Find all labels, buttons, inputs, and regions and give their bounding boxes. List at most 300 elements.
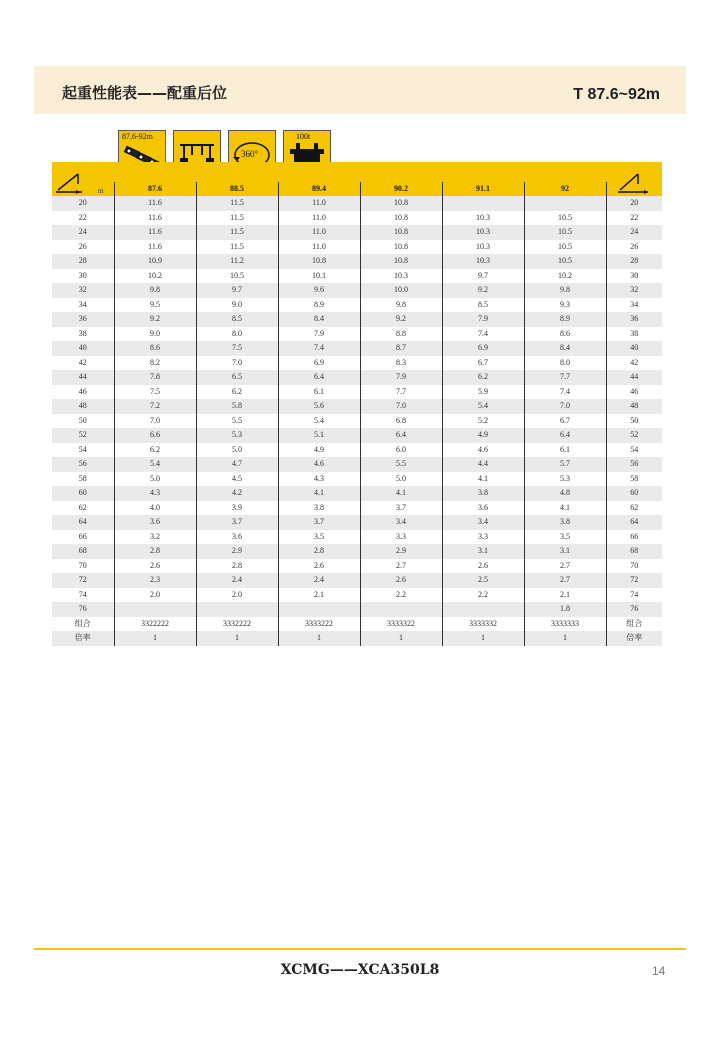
load-cell: 5.0 (196, 443, 278, 458)
load-cell: 3.8 (524, 515, 606, 530)
load-cell: 6.9 (278, 356, 360, 371)
table-row (52, 385, 662, 400)
radius-cell-left: 24 (52, 225, 114, 240)
table-row (52, 414, 662, 429)
load-cell: 9.0 (114, 327, 196, 342)
table-row (52, 515, 662, 530)
load-cell: 3.6 (442, 501, 524, 516)
load-cell (360, 602, 442, 617)
load-cell: 11.5 (196, 240, 278, 255)
header-band (34, 66, 686, 114)
load-cell: 5.5 (196, 414, 278, 429)
load-cell: 9.8 (524, 283, 606, 298)
load-cell: 7.4 (278, 341, 360, 356)
load-cell: 6.1 (278, 385, 360, 400)
load-cell: 7.4 (524, 385, 606, 400)
load-cell: 10.3 (360, 269, 442, 284)
table-row (52, 254, 662, 269)
load-cell: 9.2 (442, 283, 524, 298)
load-cell: 2.8 (196, 559, 278, 574)
radius-cell-left: 40 (52, 341, 114, 356)
radius-cell-right: 72 (606, 573, 662, 588)
load-cell: 11.2 (196, 254, 278, 269)
load-cell: 6.9 (442, 341, 524, 356)
load-cell: 6.5 (196, 370, 278, 385)
load-cell (114, 602, 196, 617)
load-cell: 2.8 (114, 544, 196, 559)
radius-cell-right: 70 (606, 559, 662, 574)
load-cell: 10.3 (442, 211, 524, 226)
load-cell: 8.3 (360, 356, 442, 371)
radius-cell-left: 74 (52, 588, 114, 603)
load-cell: 3.1 (442, 544, 524, 559)
load-cell: 8.6 (524, 327, 606, 342)
load-cell: 2.6 (278, 559, 360, 574)
load-cell: 11.0 (278, 196, 360, 211)
load-cell: 3.3 (360, 530, 442, 545)
load-cell: 4.1 (524, 501, 606, 516)
load-cell: 4.3 (278, 472, 360, 487)
load-cell: 5.6 (278, 399, 360, 414)
radius-cell-left: 36 (52, 312, 114, 327)
radius-cell-left: 58 (52, 472, 114, 487)
ratio-cell: 1 (278, 631, 360, 646)
load-cell: 9.7 (442, 269, 524, 284)
load-cell: 10.2 (114, 269, 196, 284)
load-cell: 5.3 (524, 472, 606, 487)
load-cell: 5.0 (114, 472, 196, 487)
load-cell: 4.5 (196, 472, 278, 487)
table-row (52, 356, 662, 371)
radius-cell-right: 20 (606, 196, 662, 211)
load-cell: 7.9 (360, 370, 442, 385)
load-cell: 4.9 (442, 428, 524, 443)
load-cell: 11.0 (278, 225, 360, 240)
load-cell: 2.2 (360, 588, 442, 603)
load-cell: 8.4 (278, 312, 360, 327)
combo-cell: 3333333 (524, 617, 606, 632)
combo-row (52, 617, 662, 632)
radius-unit: m (98, 187, 104, 195)
load-cell: 2.6 (360, 573, 442, 588)
radius-cell-right: 48 (606, 399, 662, 414)
load-cell: 2.0 (196, 588, 278, 603)
load-cell: 10.8 (360, 240, 442, 255)
radius-cell-left: 28 (52, 254, 114, 269)
load-cell: 3.7 (278, 515, 360, 530)
load-cell: 9.8 (360, 298, 442, 313)
load-cell: 5.9 (442, 385, 524, 400)
load-cell: 1.8 (524, 602, 606, 617)
load-cell: 3.7 (196, 515, 278, 530)
ratio-cell: 1 (114, 631, 196, 646)
load-cell (278, 602, 360, 617)
load-cell: 5.7 (524, 457, 606, 472)
table-row (52, 501, 662, 516)
radius-cell-right: 54 (606, 443, 662, 458)
load-cell: 2.0 (114, 588, 196, 603)
load-cell: 6.2 (114, 443, 196, 458)
table-row (52, 486, 662, 501)
radius-cell-left: 26 (52, 240, 114, 255)
radius-cell-right: 58 (606, 472, 662, 487)
load-cell: 3.8 (442, 486, 524, 501)
radius-cell-left: 20 (52, 196, 114, 211)
load-cell: 8.7 (360, 341, 442, 356)
radius-cell-right: 68 (606, 544, 662, 559)
load-cell: 7.9 (278, 327, 360, 342)
table-row (52, 240, 662, 255)
load-cell: 11.5 (196, 211, 278, 226)
load-cell: 3.4 (360, 515, 442, 530)
page-number: 14 (652, 964, 666, 978)
load-cell: 5.0 (360, 472, 442, 487)
col-header: 88.5 (196, 182, 278, 196)
load-cell: 3.8 (278, 501, 360, 516)
load-cell (524, 196, 606, 211)
load-cell: 10.8 (360, 196, 442, 211)
radius-cell-left: 56 (52, 457, 114, 472)
load-cell: 9.3 (524, 298, 606, 313)
rotation-label: 360° (241, 149, 259, 159)
radius-cell-left: 48 (52, 399, 114, 414)
load-cell: 3.1 (524, 544, 606, 559)
radius-cell-right: 26 (606, 240, 662, 255)
radius-cell-left: 30 (52, 269, 114, 284)
table-row (52, 544, 662, 559)
combo-cell: 3333332 (442, 617, 524, 632)
radius-cell-right: 24 (606, 225, 662, 240)
table-row (52, 457, 662, 472)
load-cell: 8.9 (524, 312, 606, 327)
load-cell: 2.8 (278, 544, 360, 559)
table-row (52, 298, 662, 313)
load-cell: 8.8 (360, 327, 442, 342)
col-header: 90.2 (360, 182, 442, 196)
load-cell: 7.7 (360, 385, 442, 400)
load-cell: 10.5 (196, 269, 278, 284)
radius-cell-right: 22 (606, 211, 662, 226)
table-body (52, 196, 662, 646)
radius-cell-right: 40 (606, 341, 662, 356)
load-cell: 5.3 (196, 428, 278, 443)
radius-cell-left: 44 (52, 370, 114, 385)
load-cell: 2.6 (442, 559, 524, 574)
boom-length-label: 87.6-92m (122, 132, 153, 141)
radius-cell-right: 36 (606, 312, 662, 327)
load-cell: 11.5 (196, 225, 278, 240)
radius-cell-right: 28 (606, 254, 662, 269)
radius-cell-right: 56 (606, 457, 662, 472)
load-cell: 10.9 (114, 254, 196, 269)
table-row (52, 559, 662, 574)
load-cell: 4.3 (114, 486, 196, 501)
radius-cell-left: 60 (52, 486, 114, 501)
load-cell: 8.0 (196, 327, 278, 342)
col-header: 89.4 (278, 182, 360, 196)
load-cell: 10.5 (524, 225, 606, 240)
radius-cell-left: 66 (52, 530, 114, 545)
radius-cell-right: 34 (606, 298, 662, 313)
table-row (52, 428, 662, 443)
combo-label-left: 组合 (52, 617, 114, 632)
load-cell: 5.2 (442, 414, 524, 429)
load-cell: 7.9 (442, 312, 524, 327)
load-cell: 10.3 (442, 254, 524, 269)
col-header: 87.6 (114, 182, 196, 196)
counterweight-label: 100t (296, 132, 311, 141)
load-cell: 7.5 (114, 385, 196, 400)
radius-cell-right: 50 (606, 414, 662, 429)
load-cell: 3.6 (114, 515, 196, 530)
load-cell: 6.7 (524, 414, 606, 429)
load-cell: 10.8 (360, 211, 442, 226)
load-cell: 4.1 (442, 472, 524, 487)
radius-cell-left: 70 (52, 559, 114, 574)
load-cell (442, 196, 524, 211)
load-cell: 11.5 (196, 196, 278, 211)
load-cell: 9.6 (278, 283, 360, 298)
radius-cell-left: 52 (52, 428, 114, 443)
radius-cell-right: 38 (606, 327, 662, 342)
radius-cell-right: 44 (606, 370, 662, 385)
load-cell: 4.9 (278, 443, 360, 458)
footer-title: XCMG——XCA350L8 (280, 962, 440, 978)
radius-cell-left: 22 (52, 211, 114, 226)
ratio-row (52, 631, 662, 646)
table-row (52, 341, 662, 356)
load-cell: 2.5 (442, 573, 524, 588)
load-cell: 2.7 (524, 559, 606, 574)
load-cell: 4.2 (196, 486, 278, 501)
load-cell: 10.8 (360, 225, 442, 240)
load-cell: 9.8 (114, 283, 196, 298)
table-row (52, 588, 662, 603)
load-cell: 5.4 (278, 414, 360, 429)
load-cell: 2.4 (196, 573, 278, 588)
table-row (52, 443, 662, 458)
table-row (52, 370, 662, 385)
table-row (52, 312, 662, 327)
load-chart-table (52, 162, 662, 646)
combo-label-right: 组合 (606, 617, 662, 632)
radius-cell-right: 66 (606, 530, 662, 545)
load-cell: 6.4 (524, 428, 606, 443)
radius-cell-left: 64 (52, 515, 114, 530)
radius-cell-left: 34 (52, 298, 114, 313)
load-cell: 5.8 (196, 399, 278, 414)
load-cell (442, 602, 524, 617)
radius-cell-right: 74 (606, 588, 662, 603)
table-row (52, 211, 662, 226)
boom-length-header-row (52, 182, 662, 196)
load-cell: 11.0 (278, 211, 360, 226)
load-cell: 10.8 (278, 254, 360, 269)
load-cell: 5.1 (278, 428, 360, 443)
radius-cell-left: 72 (52, 573, 114, 588)
radius-cell-right: 46 (606, 385, 662, 400)
ratio-cell: 1 (360, 631, 442, 646)
load-cell: 3.9 (196, 501, 278, 516)
load-cell: 11.6 (114, 240, 196, 255)
table-row (52, 602, 662, 617)
ratio-cell: 1 (196, 631, 278, 646)
load-cell: 2.6 (114, 559, 196, 574)
load-cell: 4.4 (442, 457, 524, 472)
load-cell: 10.5 (524, 211, 606, 226)
load-cell: 7.4 (442, 327, 524, 342)
table-row (52, 225, 662, 240)
load-cell: 8.0 (524, 356, 606, 371)
load-cell: 3.4 (442, 515, 524, 530)
radius-cell-left: 54 (52, 443, 114, 458)
load-cell: 2.9 (360, 544, 442, 559)
load-cell: 3.3 (442, 530, 524, 545)
radius-cell-left: 38 (52, 327, 114, 342)
load-cell: 11.6 (114, 211, 196, 226)
radius-cell-left: 76 (52, 602, 114, 617)
combo-cell: 3332222 (196, 617, 278, 632)
load-cell: 5.5 (360, 457, 442, 472)
load-cell: 7.2 (114, 399, 196, 414)
load-cell: 5.4 (114, 457, 196, 472)
table-row (52, 530, 662, 545)
load-cell: 7.0 (196, 356, 278, 371)
load-cell: 11.6 (114, 196, 196, 211)
table-row (52, 573, 662, 588)
radius-icon-left (52, 162, 114, 196)
combo-cell: 3322222 (114, 617, 196, 632)
load-cell: 6.7 (442, 356, 524, 371)
load-cell: 7.8 (114, 370, 196, 385)
load-cell: 8.9 (278, 298, 360, 313)
load-cell: 4.1 (278, 486, 360, 501)
load-cell: 2.7 (524, 573, 606, 588)
load-cell: 3.5 (278, 530, 360, 545)
radius-cell-right: 60 (606, 486, 662, 501)
table-row (52, 327, 662, 342)
load-cell: 10.5 (524, 240, 606, 255)
load-cell: 11.0 (278, 240, 360, 255)
load-cell: 2.7 (360, 559, 442, 574)
col-header: 91.1 (442, 182, 524, 196)
load-cell: 6.8 (360, 414, 442, 429)
radius-crane-icon-right (614, 166, 654, 196)
load-cell: 2.1 (278, 588, 360, 603)
ratio-cell: 1 (442, 631, 524, 646)
load-cell: 9.2 (114, 312, 196, 327)
load-cell: 3.7 (360, 501, 442, 516)
ratio-cell: 1 (524, 631, 606, 646)
load-cell: 3.6 (196, 530, 278, 545)
radius-cell-left: 42 (52, 356, 114, 371)
load-cell: 6.2 (442, 370, 524, 385)
table-row (52, 196, 662, 211)
table-row (52, 269, 662, 284)
load-cell: 4.0 (114, 501, 196, 516)
load-cell: 4.1 (360, 486, 442, 501)
load-cell: 8.6 (114, 341, 196, 356)
load-cell: 6.4 (360, 428, 442, 443)
load-cell: 10.2 (524, 269, 606, 284)
footer-rule (34, 948, 686, 950)
load-cell: 6.4 (278, 370, 360, 385)
page-subtitle: T 87.6~92m (573, 86, 660, 103)
radius-cell-right: 52 (606, 428, 662, 443)
load-cell: 10.5 (524, 254, 606, 269)
ratio-label-left: 倍率 (52, 631, 114, 646)
radius-cell-right: 42 (606, 356, 662, 371)
load-cell: 2.1 (524, 588, 606, 603)
load-cell: 8.2 (114, 356, 196, 371)
load-cell: 10.1 (278, 269, 360, 284)
col-header: 92 (524, 182, 606, 196)
load-cell: 10.3 (442, 240, 524, 255)
radius-icon-right (606, 162, 662, 196)
radius-cell-right: 76 (606, 602, 662, 617)
load-cell: 8.5 (442, 298, 524, 313)
radius-cell-right: 62 (606, 501, 662, 516)
header-yellow-band (114, 162, 606, 182)
load-cell: 10.3 (442, 225, 524, 240)
load-cell: 11.6 (114, 225, 196, 240)
load-cell: 2.2 (442, 588, 524, 603)
load-cell: 6.6 (114, 428, 196, 443)
load-cell: 8.4 (524, 341, 606, 356)
load-cell: 6.1 (524, 443, 606, 458)
radius-cell-left: 68 (52, 544, 114, 559)
combo-cell: 3333222 (278, 617, 360, 632)
load-cell: 3.2 (114, 530, 196, 545)
radius-cell-right: 64 (606, 515, 662, 530)
radius-cell-right: 30 (606, 269, 662, 284)
load-cell: 7.0 (114, 414, 196, 429)
load-cell: 6.0 (360, 443, 442, 458)
load-cell: 8.5 (196, 312, 278, 327)
load-cell: 9.5 (114, 298, 196, 313)
table-row (52, 472, 662, 487)
load-cell (196, 602, 278, 617)
load-cell: 7.5 (196, 341, 278, 356)
load-cell: 5.4 (442, 399, 524, 414)
ratio-label-right: 倍率 (606, 631, 662, 646)
load-cell: 10.0 (360, 283, 442, 298)
load-cell: 7.0 (360, 399, 442, 414)
load-cell: 2.3 (114, 573, 196, 588)
load-cell: 10.8 (360, 254, 442, 269)
table-row (52, 399, 662, 414)
combo-cell: 3333322 (360, 617, 442, 632)
load-cell: 4.6 (442, 443, 524, 458)
load-cell: 7.0 (524, 399, 606, 414)
radius-cell-left: 50 (52, 414, 114, 429)
radius-cell-right: 32 (606, 283, 662, 298)
load-cell: 9.0 (196, 298, 278, 313)
load-cell: 6.2 (196, 385, 278, 400)
load-cell: 3.5 (524, 530, 606, 545)
radius-cell-left: 62 (52, 501, 114, 516)
load-cell: 7.7 (524, 370, 606, 385)
page-title: 起重性能表——配重后位 (62, 84, 228, 102)
table-row (52, 283, 662, 298)
load-cell: 2.9 (196, 544, 278, 559)
load-cell: 9.7 (196, 283, 278, 298)
radius-cell-left: 32 (52, 283, 114, 298)
radius-cell-left: 46 (52, 385, 114, 400)
table-top-row (52, 162, 662, 182)
load-cell: 4.7 (196, 457, 278, 472)
load-cell: 4.6 (278, 457, 360, 472)
